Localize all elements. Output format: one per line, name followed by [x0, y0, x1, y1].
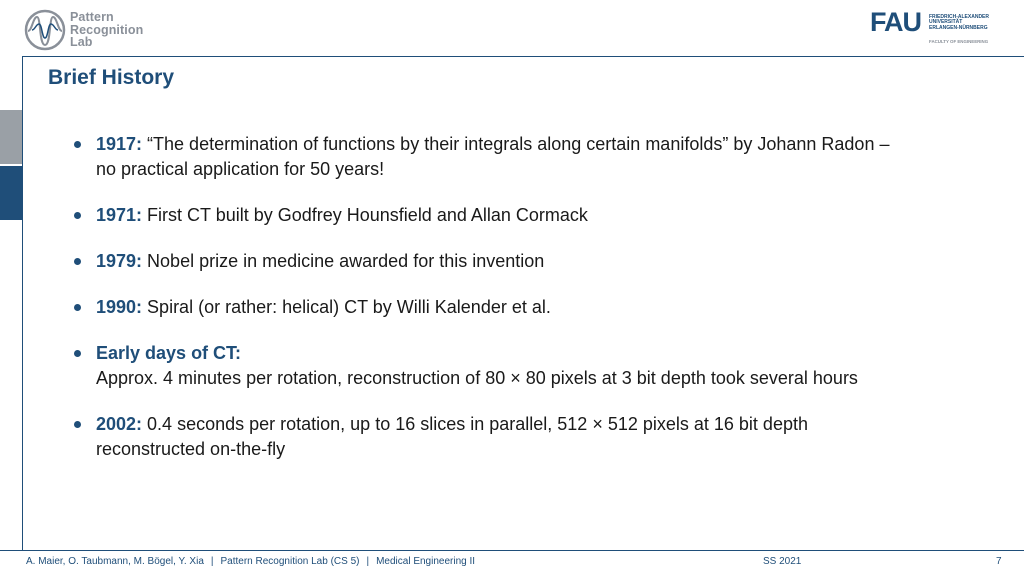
bullet-line: [96, 132, 1002, 157]
bullet-item: [72, 295, 1002, 320]
bullet-dot: [74, 421, 81, 428]
bullet-text: Nobel prize in medicine awarded for this invention: [142, 251, 545, 271]
bullet-dot: [74, 258, 81, 265]
footer-separator: |: [366, 556, 370, 567]
bullet-line: [96, 249, 1002, 274]
left-divider: [22, 56, 23, 550]
bullet-item: [72, 249, 1002, 274]
bullet-dot: [74, 350, 81, 357]
bullet-list: [72, 132, 1002, 483]
slide-header: [0, 0, 1024, 56]
bullet-dot: [74, 141, 81, 148]
bullet-text: Spiral (or rather: helical) CT by Willi Kalender et al.: [142, 297, 551, 317]
bullet-item: [72, 132, 1002, 182]
footer-lab: Pattern Recognition Lab (CS 5): [220, 556, 360, 567]
bullet-year: 2002:: [96, 414, 143, 434]
bullet-item: [72, 412, 1002, 462]
slide-title: Brief History: [48, 66, 175, 89]
bullet-continuation: Approx. 4 minutes per rotation, reconstruction of 80 × 80 pixels at 3 bit depth took several hours: [96, 368, 858, 388]
footer-authors: A. Maier, O. Taubmann, M. Bögel, Y. Xia: [26, 556, 204, 567]
bullet-item: [72, 341, 1002, 391]
fau-mark: FAU: [870, 7, 921, 37]
bullet-line: [96, 295, 1002, 320]
bullet-text: First CT built by Godfrey Hounsfield and Allan Cormack: [142, 205, 588, 225]
footer-course: Medical Engineering II: [376, 556, 476, 567]
lab-name-line3: Lab: [70, 35, 93, 49]
footer-separator: |: [210, 556, 214, 567]
fau-university-name: [929, 15, 989, 31]
side-tab-active: [0, 166, 22, 220]
fau-name-line3: ERLANGEN-NÜRNBERG: [929, 24, 988, 31]
bullet-continuation: reconstructed on-the-fly: [96, 439, 286, 459]
fau-logo: [870, 9, 1000, 45]
fau-faculty: FACULTY OF ENGINEERING: [929, 39, 989, 44]
bullet-year: 1990:: [96, 297, 143, 317]
bullet-line: [96, 203, 1002, 228]
bullet-continuation: no practical application for 50 years!: [96, 159, 385, 179]
bullet-year: 1917:: [96, 134, 143, 154]
bullet-item: [72, 203, 1002, 228]
bullet-year: 1971:: [96, 205, 143, 225]
lab-name-line1: Pattern: [70, 10, 114, 24]
bullet-text: “The determination of functions by their integrals along certain manifolds” by Johann Radon –: [142, 134, 890, 154]
fau-name-line2: UNIVERSITÄT: [929, 19, 963, 26]
bullet-text: 0.4 seconds per rotation, up to 16 slices in parallel, 512 × 512 pixels at 16 bit depth: [142, 414, 808, 434]
bullet-dot: [74, 304, 81, 311]
pattern-recognition-lab-logo: [24, 9, 174, 53]
bullet-year: Early days of CT:: [96, 343, 242, 363]
footer-credits: [26, 556, 475, 567]
side-tab-inactive: [0, 110, 22, 164]
header-divider: [22, 56, 1024, 57]
lab-name-line2: Recognition: [70, 22, 144, 37]
waveform-icon: [24, 9, 66, 51]
footer-divider: [0, 550, 1024, 551]
bullet-line: [96, 341, 1002, 366]
bullet-dot: [74, 212, 81, 219]
bullet-line: [96, 412, 1002, 437]
fau-name-line1: FRIEDRICH-ALEXANDER: [929, 14, 989, 20]
lab-name: [70, 11, 143, 49]
footer-semester: SS 2021: [763, 556, 802, 567]
bullet-year: 1979:: [96, 251, 143, 271]
page-number: 7: [996, 556, 1002, 567]
